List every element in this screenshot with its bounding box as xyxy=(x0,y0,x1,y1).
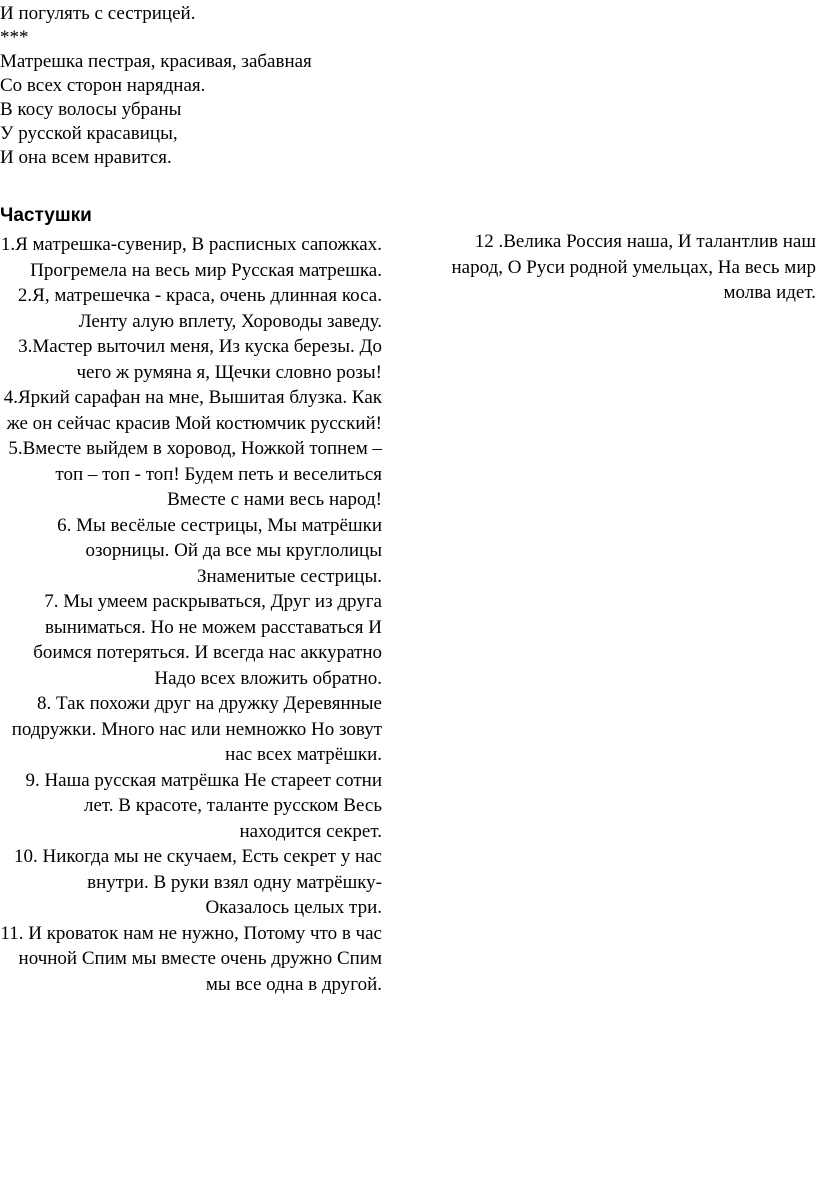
chastushka-verse: 8. Так похожи друг на дружку Деревянные подружки. Много нас или немножко Но зовут нас всех матрёшки. xyxy=(11,693,382,765)
verse-line: И она всем нравится. xyxy=(0,147,172,168)
chastushka-verse: Прогремела на весь мир Русская матрешка. xyxy=(30,259,382,281)
chastushka-verse: 2.Я, матрешечка - краса, очень длинная коса. Ленту алую вплету, Хороводы заведу. xyxy=(17,285,382,332)
right-column xyxy=(432,229,816,306)
verse-line: В косу волосы убраны xyxy=(0,99,182,120)
verse-line: Матрешка пестрая, красивая, забавная xyxy=(0,51,312,72)
chastushka-verse: 5.Вместе выйдем в хоровод, Ножкой топнем – топ – топ - топ! Будем петь и веселиться Вместе с нами весь народ! xyxy=(8,438,382,510)
chastushka-verse: 3.Мастер выточил меня, Из куска березы. До чего ж румяна я, Щечки словно розы! xyxy=(18,336,382,383)
intro-verse xyxy=(0,2,420,170)
chastushka-verse: 10. Никогда мы не скучаем, Есть секрет у нас внутри. В руки взял одну матрёшку- Оказалось целых три. xyxy=(14,846,382,918)
left-column xyxy=(0,232,382,997)
chastushka-verse: 12 .Велика Россия наша, И талантлив наш народ, О Руси родной умельцах, На весь мир молва идет. xyxy=(451,231,816,303)
section-heading: Частушки xyxy=(0,205,92,226)
chastushka-verse: 11. И кроваток нам не нужно, Потому что в час ночной Спим мы вместе очень дружно Спим мы все одна в другой. xyxy=(0,922,382,995)
chastushka-verse: 9. Наша русская матрёшка Не стареет сотни лет. В красоте, таланте русском Весь находится секрет. xyxy=(25,769,382,842)
verse-line: Со всех сторон нарядная. xyxy=(0,75,206,96)
chastushka-verse: 4.Яркий сарафан на мне, Вышитая блузка. Как же он сейчас красив Мой костюмчик русский! xyxy=(3,387,382,434)
chastushka-verse: 1.Я матрешка-сувенир, В расписных сапожках. xyxy=(0,234,382,255)
chastushka-verse: 7. Мы умеем раскрываться, Друг из друга выниматься. Но не можем расставаться И боимся потеряться. И всегда нас аккуратно Надо всех вложить обратно. xyxy=(33,591,382,689)
stanza-separator: *** xyxy=(0,27,29,48)
verse-line: У русской красавицы, xyxy=(0,123,178,144)
chastushka-verse: 6. Мы весёлые сестрицы, Мы матрёшки озорницы. Ой да все мы круглолицы Знаменитые сестрицы. xyxy=(57,514,382,587)
verse-line: И погулять с сестрицей. xyxy=(0,3,196,24)
